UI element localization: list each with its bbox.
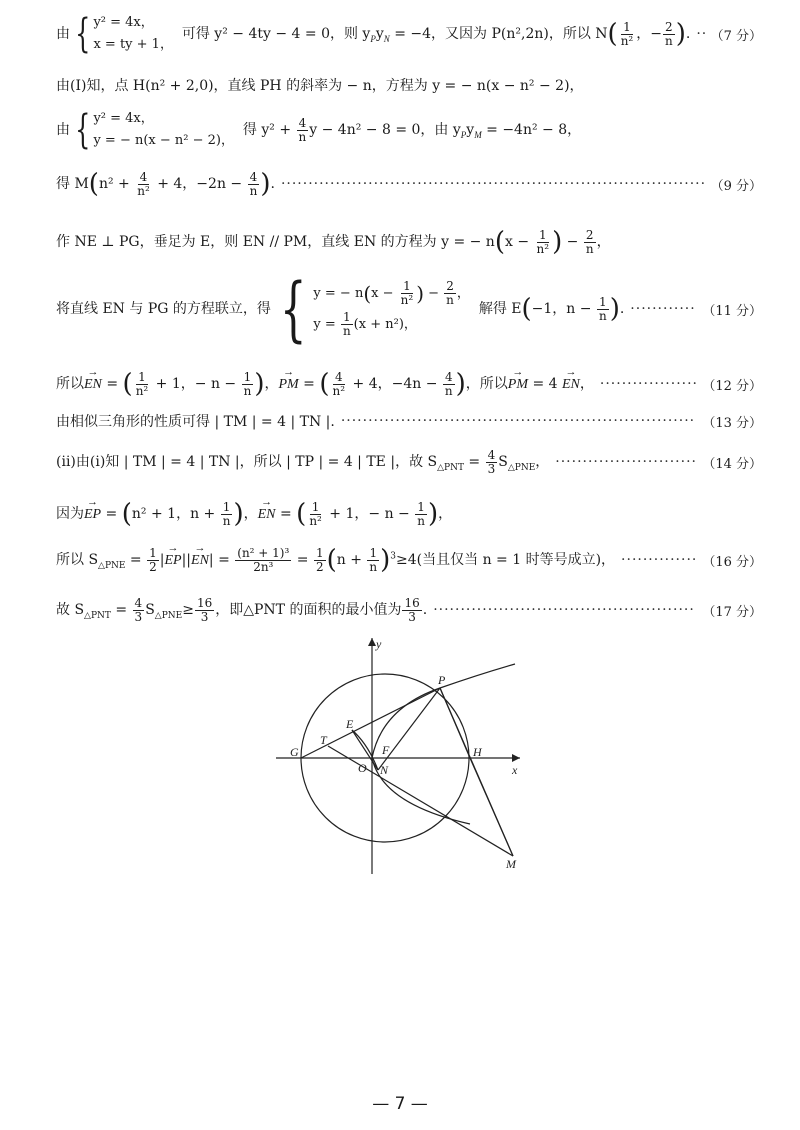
leader-dots [600,376,696,392]
line-7pts: 由 { y² = 4x， x = ty + 1， 可得 y² − 4ty − 4 = 0，则 $y_Py_N = -4$，又因为 P(n²,2n)，所以 N( $\frac{1}{\text{n²}}$ ，− $\frac{2}{n}$ ). ····· （7 分） [56,14,762,54]
label-M: M [506,857,516,871]
score-label: （7 分） [710,28,762,44]
label-F: F [382,743,390,757]
line-17pts: 故 $S_{\triangle PNT}$ = $\frac{4}{3}$ $S_{\triangle PNE}\ge$ $\frac{16}{3}$ ，即△PNT 的面积的最小值为 $\frac{16}{3}$ . ····· （17 分） [56,590,762,630]
equation-system: y² = 4x， y = − n(x − n² − 2)， [93,110,234,148]
line-13pts: 由相似三角形的性质可得 | TM | = 4 | TN |. ····· （13 分） [56,410,762,432]
line-11pts: 将直线 EN 与 PG 的方程联立，得 { y = − n(x − $\frac{1}{\text{n²}}$ ) − $\frac{2}{n}$ ， y = $\frac{1}{n}$ (x + n²)， 解得 E(−1，n − $\frac{1}{n}$ ). ····· （11 分） [56,272,762,346]
x-axis-arrow [512,754,520,762]
y-axis-arrow [368,638,376,646]
text: 由(Ⅰ)知，点 H(n² + 2,0)，直线 PH 的斜率为 − n，方程为 y = − n(x − n² − 2)， [56,78,584,94]
score-label: （9 分） [710,178,762,194]
line-12pts: 所以→ EN = ( $\frac{1}{\text{n²}}$ + 1，− n − $\frac{1}{n}$ )，→ PM = ( $\frac{4}{\text{n²}}$ + 4，−4n − $\frac{4}{n}$ )，所以→ PM = 4 → EN， ····· （12 分） [56,364,762,404]
leader-dots [696,26,704,42]
brace: { [75,11,91,57]
leader-dots [555,454,696,470]
label-E: E [346,717,354,731]
score-label: （14 分） [702,456,762,472]
score-label: （16 分） [702,554,762,570]
equation-system: y² = 4x， x = ty + 1， [93,14,173,52]
score-label: （12 分） [702,378,762,394]
score-label: （17 分） [702,604,762,620]
leader-dots [341,413,696,429]
leader-dots [281,176,705,192]
label-G: G [290,745,299,759]
line-text: 因为→ EP = (n² + 1，n + $\frac{1}{n}$ )，→ EN = ( $\frac{1}{\text{n²}}$ + 1，− n − $\frac{1}{n}$ )， [56,494,762,534]
label-y: y [376,637,382,651]
leader-dots [433,602,696,618]
line-system: 由 { y² = 4x， y = − n(x − n² − 2)， 得 y² + $\frac{4}{n}$ y − 4n² − 8 = 0，由 $y_Py_M = -4n^2 - 8$， [56,107,582,153]
line-9pts: 得 M(n² + $\frac{4}{\text{n²}}$ + 4，−2n − $\frac{4}{n}$ ). ····· （9 分） [56,164,762,204]
geometry-figure [270,634,530,882]
label-H: H [473,745,482,759]
label-P: P [438,673,446,687]
leader-dots [630,301,696,317]
score-label: （11 分） [702,303,762,319]
label-x: x [512,763,518,777]
label-N: N [380,763,389,777]
label-T: T [320,733,327,747]
line-14pts: (ⅱ)由(ⅰ)知 | TM | = 4 | TN |，所以 | TP | = 4 | TE |，故 $S_{\triangle PNT}$ = $\frac{4}{3}$ $S_{\triangle PNE}$， ····· （14 分） [56,444,762,480]
leader-dots [621,552,696,568]
text: 可得 y² − 4ty − 4 = 0，则 y [181,26,371,42]
line-TM [328,746,513,856]
page-number: — 7 — [372,1094,428,1114]
line-16pts: 所以 $S_{\triangle PNE}$ = $\frac{1}{2}$ |→ EP||→ EN| = $\frac{\text{(n² + 1)³}}{\text{2n³}}$ = $\frac{1}{2}$ (n + $\frac{1}{n}$ )$^3$≥4(当且仅当 n = 1 时等号成立)， ····· （16 分） [56,540,762,580]
line-PG [301,688,440,758]
line-text [56,74,762,96]
text: 由 [56,26,70,42]
line-PM [440,688,513,856]
line-text: 作 NE ⊥ PG，垂足为 E，则 EN // PM，直线 EN 的方程为 y = − n(x − $\frac{1}{\text{n²}}$ ) − $\frac{2}{n}$ ， [56,227,611,257]
label-O: O [358,761,367,775]
score-label: （13 分） [702,415,762,431]
